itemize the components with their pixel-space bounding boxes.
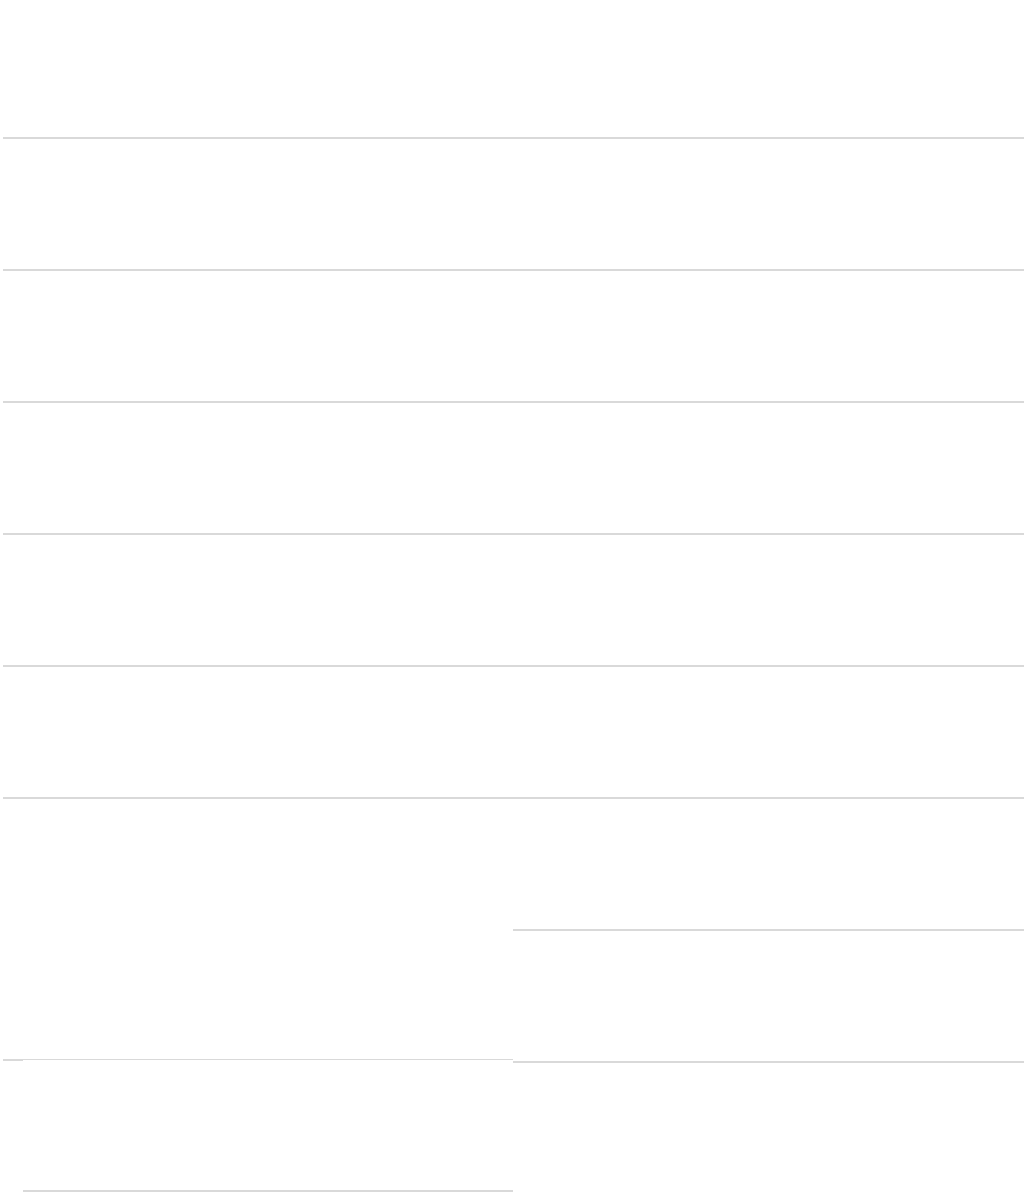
grid-cell-left-4	[3, 403, 513, 535]
grid-cell-right-3	[513, 271, 1024, 403]
grid-cell-right-4	[513, 403, 1024, 535]
left-column	[3, 0, 513, 1196]
grid-cell-left-5	[3, 535, 513, 667]
grid-cell-right-7	[513, 799, 1024, 931]
grid-cell-left-8	[3, 929, 513, 1061]
grid-cell-left-1	[3, 7, 513, 139]
grid-cell-left-7	[3, 799, 513, 931]
grid-cell-left-6	[3, 667, 513, 799]
right-column	[513, 0, 1024, 1196]
grid-cell-right-5	[513, 535, 1024, 667]
grid-cell-right-6	[513, 667, 1024, 799]
grid-cell-left-3	[3, 271, 513, 403]
grid-cell-right-8	[513, 931, 1024, 1063]
grid-cell-right-2	[513, 139, 1024, 271]
grid-cell-left-2	[3, 139, 513, 271]
grid-cell-left-9	[23, 1060, 513, 1192]
grid-cell-right-1	[513, 7, 1024, 139]
